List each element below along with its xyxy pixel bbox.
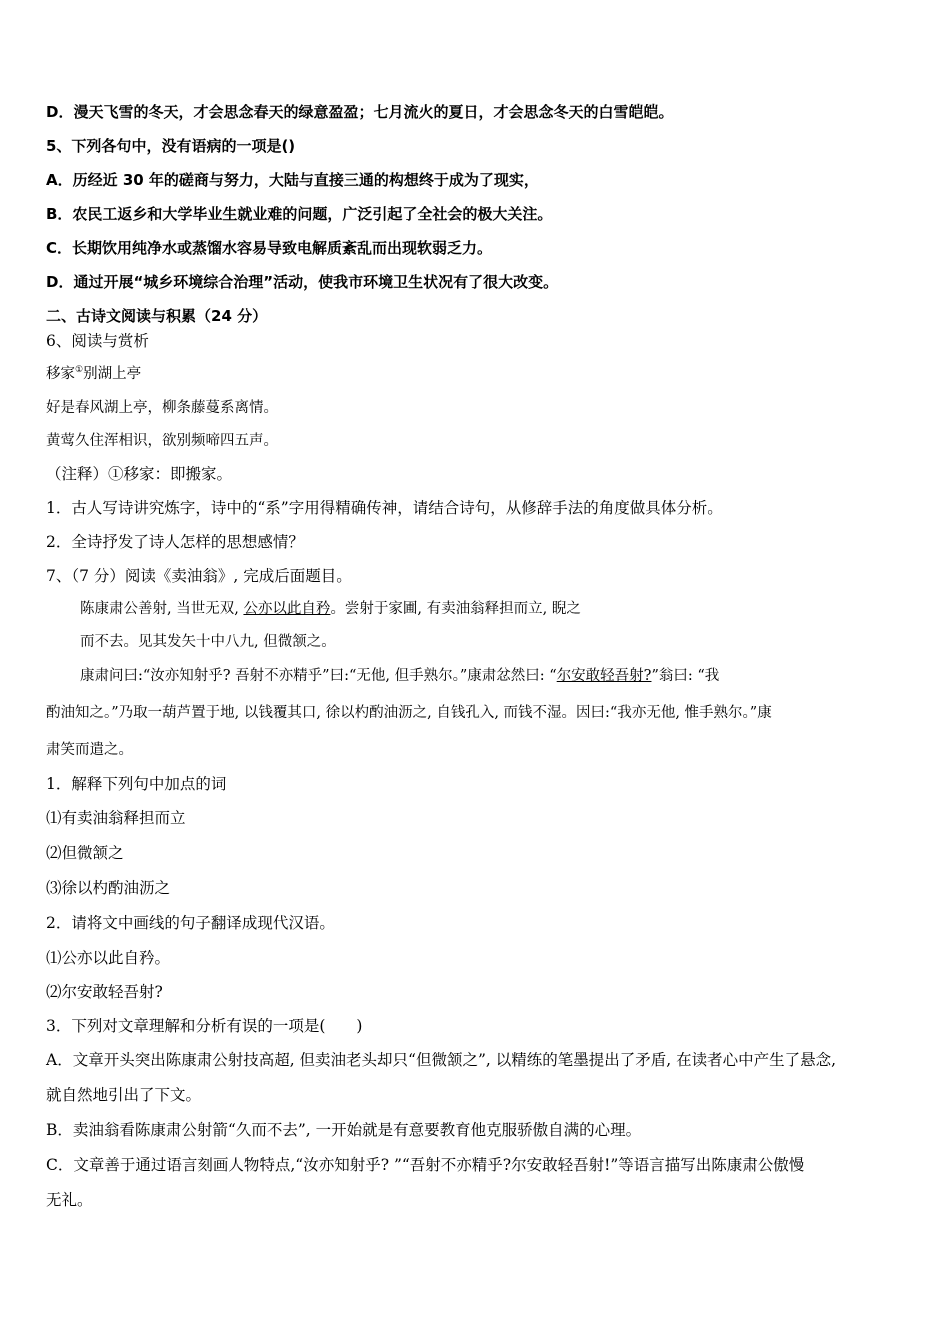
- underlined-sentence-2: 尔安敢轻吾射?: [556, 668, 652, 684]
- q7-sub-question-3: 3．下列对文章理解和分析有误的一项是( ): [46, 1017, 363, 1035]
- q7-sub-question-2: 2．请将文中画线的句子翻译成现代汉语。: [46, 914, 335, 932]
- q5-option-c: C．长期饮用纯净水或蒸馏水容易导致电解质紊乱而出现软弱乏力。: [46, 239, 493, 257]
- q4-option-d: D．漫天飞雪的冬天，才会思念春天的绿意盈盈；七月流火的夏日，才会思念冬天的白雪皑皑。: [46, 103, 674, 121]
- poem-line-1: 好是春风湖上亭，柳条藤蔓系离情。: [46, 400, 278, 416]
- q5-option-d: D．通过开展“城乡环境综合治理”活动，使我市环境卫生状况有了很大改变。: [46, 273, 559, 291]
- q7-sub-1-item-2: ⑵但微颔之: [46, 844, 124, 862]
- q5-stem: 5、下列各句中，没有语病的一项是(): [46, 137, 296, 155]
- poem-title: 移家①别湖上亭: [46, 365, 142, 382]
- footnote-marker: ①: [75, 365, 84, 376]
- q7-option-a-line-2: 就自然地引出了下文。: [46, 1086, 202, 1104]
- q7-option-c-line-1: C．文章善于通过语言刻画人物特点,“汝亦知射乎? ”“吾射不亦精乎?尔安敢轻吾射!”等语言描写出陈康肃公傲慢: [46, 1156, 805, 1174]
- q7-option-c-line-2: 无礼。: [46, 1191, 93, 1209]
- poem-note: （注释）①移家：即搬家。: [46, 465, 233, 483]
- poem-line-2: 黄莺久住浑相识，欲别频啼四五声。: [46, 433, 278, 449]
- q6-sub-question-1: 1．古人写诗讲究炼字，诗中的“系”字用得精确传神，请结合诗句，从修辞手法的角度做具体分析。: [46, 499, 723, 517]
- q7-option-a-line-1: A．文章开头突出陈康肃公射技高超, 但卖油老头却只“但微颔之”, 以精练的笔墨提出了矛盾, 在读者心中产生了悬念,: [46, 1051, 837, 1069]
- q7-sub-question-1: 1．解释下列句中加点的词: [46, 775, 227, 793]
- q7-heading: 7、（7 分）阅读《卖油翁》, 完成后面题目。: [46, 567, 352, 585]
- q5-option-a: A．历经近 30 年的磋商与努力，大陆与直接三通的构想终于成为了现实，: [46, 171, 539, 189]
- q7-sub-1-item-1: ⑴有卖油翁释担而立: [46, 809, 186, 827]
- passage-line-3: 康肃问曰:“汝亦知射乎? 吾射不亦精乎”曰:“无他, 但手熟尔。”康肃忿然曰: “尔安敢轻吾射?”翁曰: “我: [80, 668, 720, 684]
- underlined-sentence-1: 公亦以此自矜: [243, 601, 331, 617]
- q6-heading: 6、阅读与赏析: [46, 332, 149, 350]
- q6-sub-question-2: 2．全诗抒发了诗人怎样的思想感情？: [46, 533, 304, 551]
- passage-line-2: 而不去。见其发矢十中八九, 但微颔之。: [80, 634, 336, 650]
- q7-sub-1-item-3: ⑶徐以杓酌油沥之: [46, 879, 171, 897]
- section-2-heading: 二、古诗文阅读与积累（24 分）: [46, 307, 268, 325]
- passage-line-1: 陈康肃公善射, 当世无双, 公亦以此自矜。尝射于家圃, 有卖油翁释担而立, 睨之: [80, 601, 581, 617]
- q5-option-b: B．农民工返乡和大学毕业生就业难的问题，广泛引起了全社会的极大关注。: [46, 205, 553, 223]
- q7-option-b: B．卖油翁看陈康肃公射箭“久而不去”, 一开始就是有意要教育他克服骄傲自满的心理。: [46, 1121, 642, 1139]
- q7-sub-2-item-1: ⑴公亦以此自矜。: [46, 949, 171, 967]
- passage-line-4: 酌油知之。”乃取一葫芦置于地, 以钱覆其口, 徐以杓酌油沥之, 自钱孔入, 而钱不湿。因曰:“我亦无他, 惟手熟尔。”康: [46, 705, 772, 721]
- q7-sub-2-item-2: ⑵尔安敢轻吾射?: [46, 983, 163, 1001]
- passage-line-5: 肃笑而遣之。: [46, 742, 133, 758]
